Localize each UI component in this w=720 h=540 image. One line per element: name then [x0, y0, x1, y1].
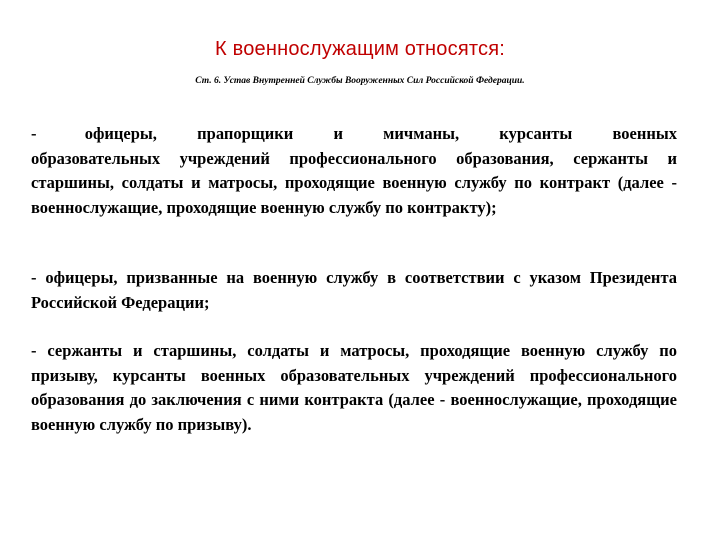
paragraph-conscripts: - сержанты и старшины, солдаты и матросы, проходящие военную службу по призыву, курсанты военных образовательных учреждений профессионального образования до заключения с ними контракта (далее - военнослужащие, проходящие военную службу по призыву). [31, 341, 677, 434]
paragraph-conscripted-officers: - офицеры, призванные на военную службу в соответствии с указом Президента Российской Федерации; [31, 268, 677, 312]
slide-subtitle: Ст. 6. Устав Внутренней Службы Вооруженных Сил Российской Федерации. [195, 76, 525, 86]
slide-title: К военнослужащим относятся: [215, 38, 505, 60]
paragraph-contract-servicemen: - офицеры, прапорщики и мичманы, курсанты военных образовательных учреждений профессионального образования, сержанты и старшины, солдаты и матросы, проходящие военную службу по контракт (далее - военнослужащие, проходящие военную службу по контракту); [31, 124, 682, 217]
